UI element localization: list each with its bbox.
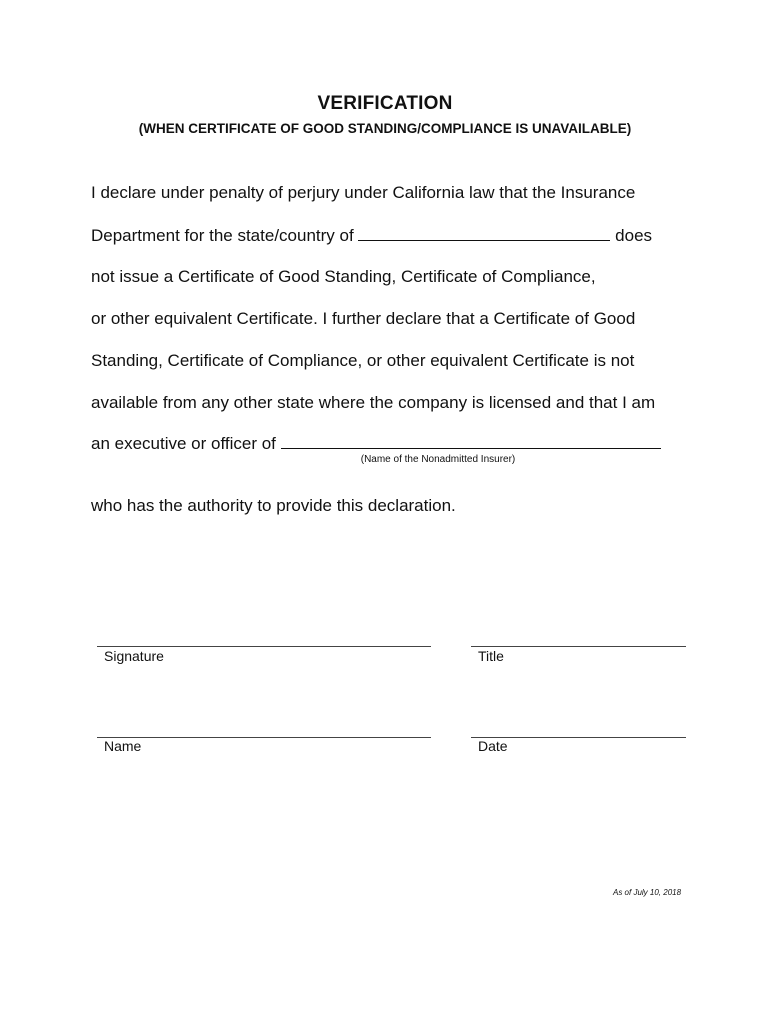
page-title: VERIFICATION bbox=[317, 93, 453, 114]
declaration-line-2 bbox=[91, 226, 652, 246]
date-label: Date bbox=[478, 738, 508, 754]
name-label: Name bbox=[104, 738, 142, 754]
declaration-line-2-prefix: Department for the state/country of bbox=[91, 226, 354, 245]
declaration-line-7 bbox=[91, 434, 661, 454]
page-subtitle: (WHEN CERTIFICATE OF GOOD STANDING/COMPLIANCE IS UNAVAILABLE) bbox=[138, 121, 632, 136]
declaration-line-6: available from any other state where the company is licensed and that I am bbox=[91, 393, 656, 412]
insurer-name-blank[interactable] bbox=[281, 434, 661, 449]
signature-line[interactable] bbox=[97, 646, 431, 647]
declaration-line-4: or other equivalent Certificate. I further declare that a Certificate of Good bbox=[91, 309, 636, 328]
title-label: Title bbox=[478, 648, 504, 664]
name-line[interactable] bbox=[97, 737, 431, 738]
declaration-line-8: who has the authority to provide this declaration. bbox=[91, 496, 456, 515]
insurer-name-caption: (Name of the Nonadmitted Insurer) bbox=[360, 454, 516, 465]
signature-label: Signature bbox=[104, 648, 164, 664]
as-of-date: As of July 10, 2018 bbox=[613, 888, 682, 897]
declaration-line-3: not issue a Certificate of Good Standing, Certificate of Compliance, bbox=[91, 267, 596, 286]
title-line[interactable] bbox=[471, 646, 686, 647]
declaration-line-5: Standing, Certificate of Compliance, or other equivalent Certificate is not bbox=[91, 351, 635, 370]
declaration-line-2-suffix: does bbox=[615, 226, 653, 245]
state-country-blank[interactable] bbox=[358, 226, 610, 241]
declaration-line-7-prefix: an executive or officer of bbox=[91, 434, 276, 453]
declaration-line-1: I declare under penalty of perjury under California law that the Insurance bbox=[91, 183, 636, 202]
